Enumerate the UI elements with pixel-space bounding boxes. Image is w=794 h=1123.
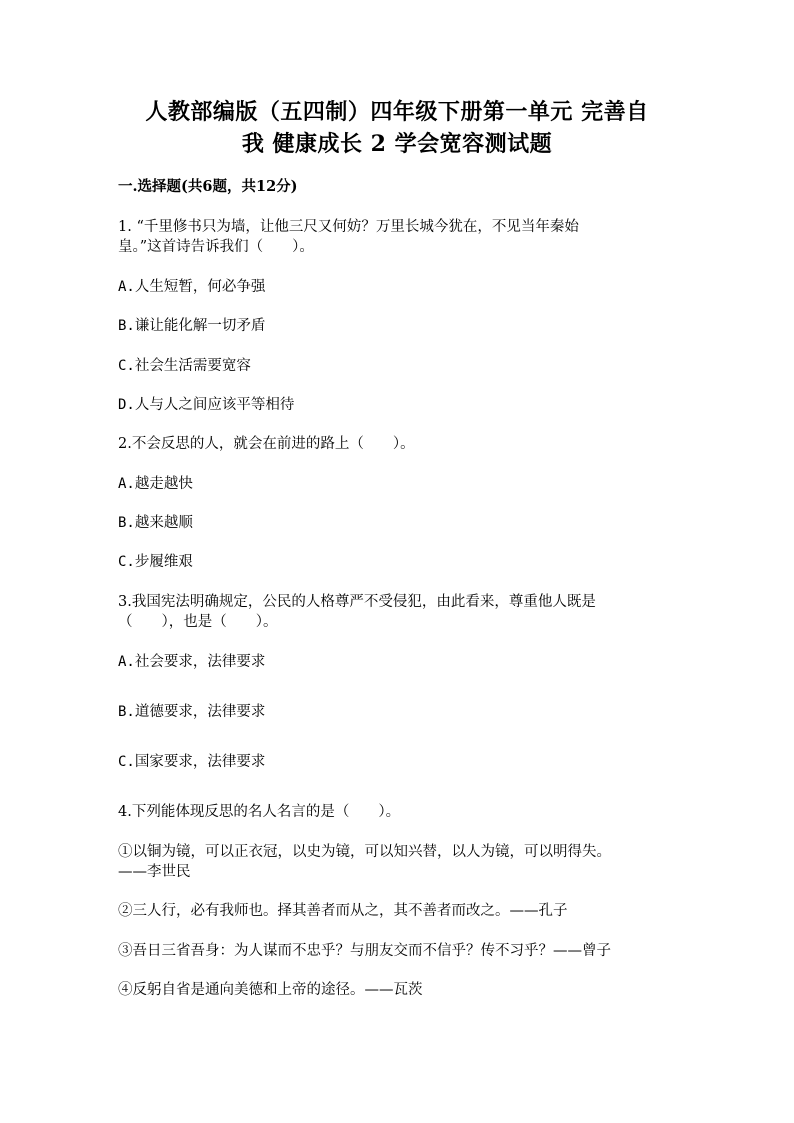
question-1-option-c	[118, 355, 251, 377]
option-label: B.	[118, 318, 135, 334]
question-3-option-b	[118, 701, 265, 723]
option-label: A.	[118, 476, 135, 492]
option-label: B.	[118, 515, 135, 531]
question-2-stem: 2.不会反思的人，就会在前进的路上（ ）。	[118, 436, 415, 452]
option-label: A.	[118, 279, 135, 295]
question-3-option-c	[118, 751, 265, 773]
document-title-line-1: 人教部编版（五四制）四年级下册第一单元 完善自	[145, 99, 649, 125]
option-text: 步履维艰	[134, 554, 193, 570]
option-text: 社会生活需要宽容	[134, 358, 251, 374]
option-text: 谦让能化解一切矛盾	[134, 318, 266, 334]
section-heading: 一.选择题(共6题，共12分)	[118, 178, 298, 195]
option-text: 人生短暂，何必争强	[134, 279, 266, 295]
question-1-option-a	[118, 276, 265, 298]
question-2-option-a	[118, 473, 193, 495]
option-text: 社会要求，法律要求	[134, 654, 266, 670]
question-3-option-a	[118, 651, 265, 673]
option-label: C.	[118, 358, 135, 374]
question-4-item-3: ③吾日三省吾身：为人谋而不忠乎？与朋友交而不信乎？传不习乎？——曾子	[118, 943, 611, 959]
option-text: 越走越快	[134, 476, 193, 492]
document-title-line-2: 我 健康成长 2 学会宽容测试题	[241, 131, 553, 157]
option-text: 人与人之间应该平等相待	[134, 397, 295, 413]
question-3-stem-line-2: （ ），也是（ ）。	[118, 614, 278, 630]
option-label: A.	[118, 654, 135, 670]
question-4-item-1-line-1: ①以铜为镜，可以正衣冠，以史为镜，可以知兴替，以人为镜，可以明得失。	[118, 844, 611, 860]
option-text: 国家要求，法律要求	[134, 754, 266, 770]
question-2-option-b	[118, 512, 193, 534]
option-text: 越来越顺	[134, 515, 193, 531]
question-1-stem-line-1: 1. “千里修书只为墙，让他三尺又何妨？万里长城今犹在，不见当年秦始	[118, 219, 579, 235]
question-4-item-2: ②三人行，必有我师也。择其善者而从之，其不善者而改之。——孔子	[118, 903, 568, 919]
question-4-item-4: ④反躬自省是通向美德和上帝的途径。——瓦茨	[118, 982, 423, 998]
option-label: B.	[118, 704, 135, 720]
option-label: C.	[118, 754, 135, 770]
question-1-stem-line-2: 皇。”这首诗告诉我们（ ）。	[118, 239, 314, 255]
question-1-option-d	[118, 394, 294, 416]
option-label: D.	[118, 397, 135, 413]
question-4-stem: 4.下列能体现反思的名人名言的是（ ）。	[118, 804, 401, 820]
question-4-item-1-line-2: ——李世民	[118, 864, 191, 880]
question-2-option-c	[118, 551, 193, 573]
option-label: C.	[118, 554, 135, 570]
question-3-stem-line-1: 3.我国宪法明确规定，公民的人格尊严不受侵犯，由此看来，尊重他人既是	[118, 594, 596, 610]
question-1-option-b	[118, 315, 265, 337]
option-text: 道德要求，法律要求	[134, 704, 266, 720]
